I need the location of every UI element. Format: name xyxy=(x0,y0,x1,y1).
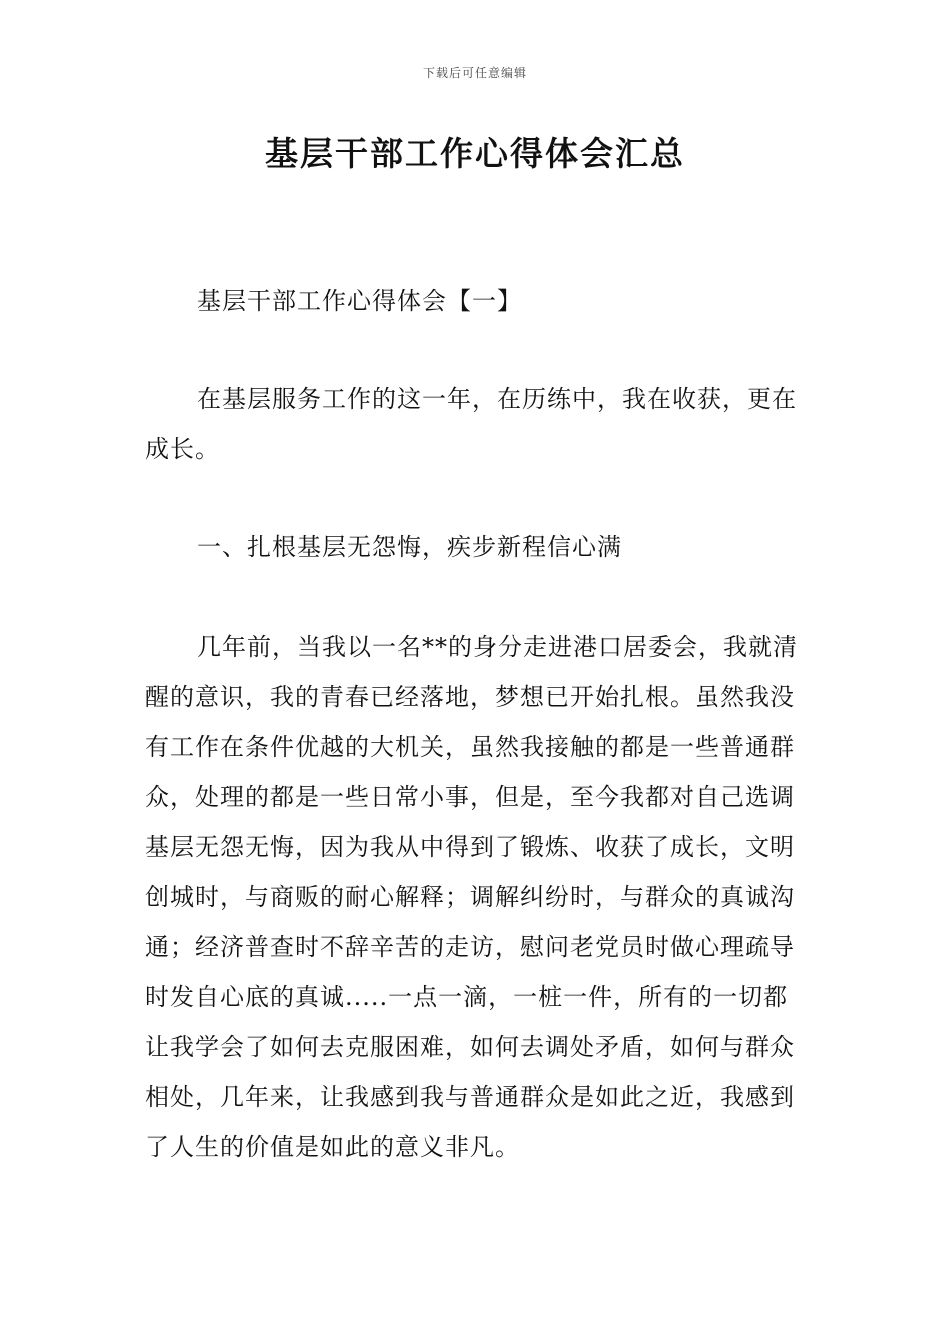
main-paragraph: 几年前，当我以一名**的身分走进港口居委会，我就清醒的意识，我的青春已经落地，梦想已开始扎根。虽然我没有工作在条件优越的大机关，虽然我接触的都是一些普通群众，处理的都是一些日常小事，但是，至今我都对自己选调基层无怨无悔，因为我从中得到了锻炼、收获了成长，文明创城时，与商贩的耐心解释；调解纠纷时，与群众的真诚沟通；经济普查时不辞辛苦的走访，慰问老党员时做心理疏导时发自心底的真诚.....一点一滴，一桩一件，所有的一切都让我学会了如何去克服困难，如何去调处矛盾，如何与群众相处，几年来，让我感到我与普通群众是如此之近，我感到了人生的价值是如此的意义非凡。 xyxy=(145,633,798,1161)
header-note: 下载后可任意编辑 xyxy=(422,66,527,80)
document-title: 基层干部工作心得体会汇总 xyxy=(265,134,685,173)
sub-heading: 一、扎根基层无怨悔，疾步新程信心满 xyxy=(197,533,622,561)
intro-paragraph: 在基层服务工作的这一年，在历练中，我在收获，更在成长。 xyxy=(145,385,797,463)
section-heading: 基层干部工作心得体会【一】 xyxy=(197,287,522,315)
